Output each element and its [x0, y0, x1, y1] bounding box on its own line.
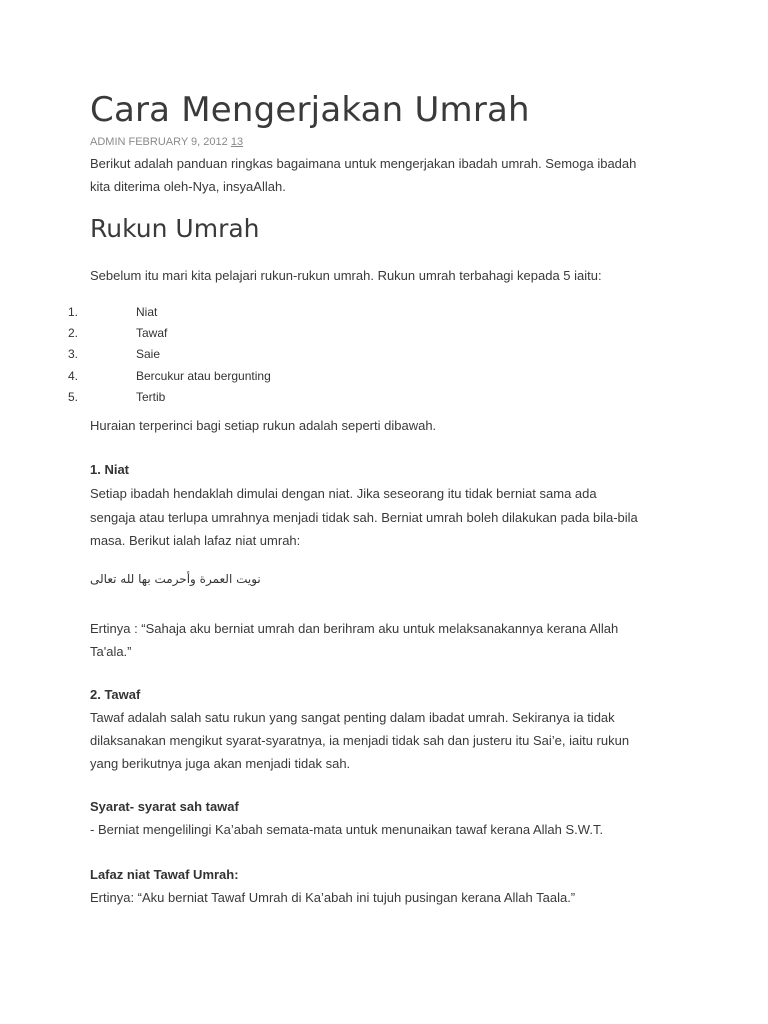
syarat-heading: Syarat- syarat sah tawaf	[90, 799, 239, 814]
list-number: 4.	[67, 369, 78, 383]
list-text: Saie	[136, 347, 161, 361]
list-number: 2.	[67, 326, 78, 340]
niat-ertinya-line-1: Ertinya : “Sahaja aku berniat umrah dan berihram aku untuk melaksanakannya kerana Allah	[90, 621, 619, 636]
tawaf-line-3: yang berikutnya juga akan menjadi tidak sah.	[90, 756, 351, 771]
list-item	[0, 326, 400, 346]
niat-heading: 1. Niat	[90, 462, 130, 477]
article-title: Cara Mengerjakan Umrah	[90, 90, 530, 130]
list-number: 1.	[67, 305, 78, 319]
section-heading-rukun: Rukun Umrah	[90, 214, 260, 243]
author-date: ADMIN FEBRUARY 9, 2012	[90, 136, 228, 148]
article-meta	[90, 136, 243, 148]
list-item	[0, 390, 400, 410]
list-item	[0, 369, 400, 389]
section-intro: Sebelum itu mari kita pelajari rukun-rukun umrah. Rukun umrah terbahagi kepada 5 iaitu:	[90, 268, 602, 283]
lafaz-line: Ertinya: “Aku berniat Tawaf Umrah di Ka’abah ini tujuh pusingan kerana Allah Taala.”	[90, 890, 576, 905]
list-text: Bercukur atau bergunting	[136, 369, 271, 383]
intro-line-2: kita diterima oleh-Nya, insyaAllah.	[90, 179, 286, 194]
tawaf-line-2: dilaksanakan mengikut syarat-syaratnya, ia menjadi tidak sah dan justeru itu Sai’e, iaitu rukun	[90, 733, 630, 748]
tawaf-heading: 2. Tawaf	[90, 687, 141, 702]
huraian-text: Huraian terperinci bagi setiap rukun adalah seperti dibawah.	[90, 418, 437, 433]
comments-count-link[interactable]: 13	[230, 136, 244, 148]
list-text: Niat	[136, 305, 158, 319]
tawaf-line-1: Tawaf adalah salah satu rukun yang sangat penting dalam ibadat umrah. Sekiranya ia tidak	[90, 710, 615, 725]
syarat-line: - Berniat mengelilingi Ka’abah semata-mata untuk menunaikan tawaf kerana Allah S.W.T.	[90, 822, 604, 837]
list-number: 3.	[67, 347, 78, 361]
list-text: Tertib	[136, 390, 166, 404]
arabic-niat-text: نويت العمرة وأحرمت بها لله تعالى	[90, 572, 261, 586]
lafaz-heading: Lafaz niat Tawaf Umrah:	[90, 867, 239, 882]
niat-line-2: sengaja atau terlupa umrahnya menjadi tidak sah. Berniat umrah boleh dilakukan pada bila-bila	[90, 510, 638, 525]
niat-line-1: Setiap ibadah hendaklah dimulai dengan niat. Jika seseorang itu tidak berniat sama ada	[90, 486, 597, 501]
list-number: 5.	[67, 390, 78, 404]
list-text: Tawaf	[136, 326, 168, 340]
niat-line-3: masa. Berikut ialah lafaz niat umrah:	[90, 533, 301, 548]
intro-line-1: Berikut adalah panduan ringkas bagaimana untuk mengerjakan ibadah umrah. Semoga ibadah	[90, 156, 637, 171]
niat-ertinya-line-2: Ta'ala.”	[90, 644, 132, 659]
list-item	[0, 305, 400, 325]
list-item	[0, 347, 400, 367]
